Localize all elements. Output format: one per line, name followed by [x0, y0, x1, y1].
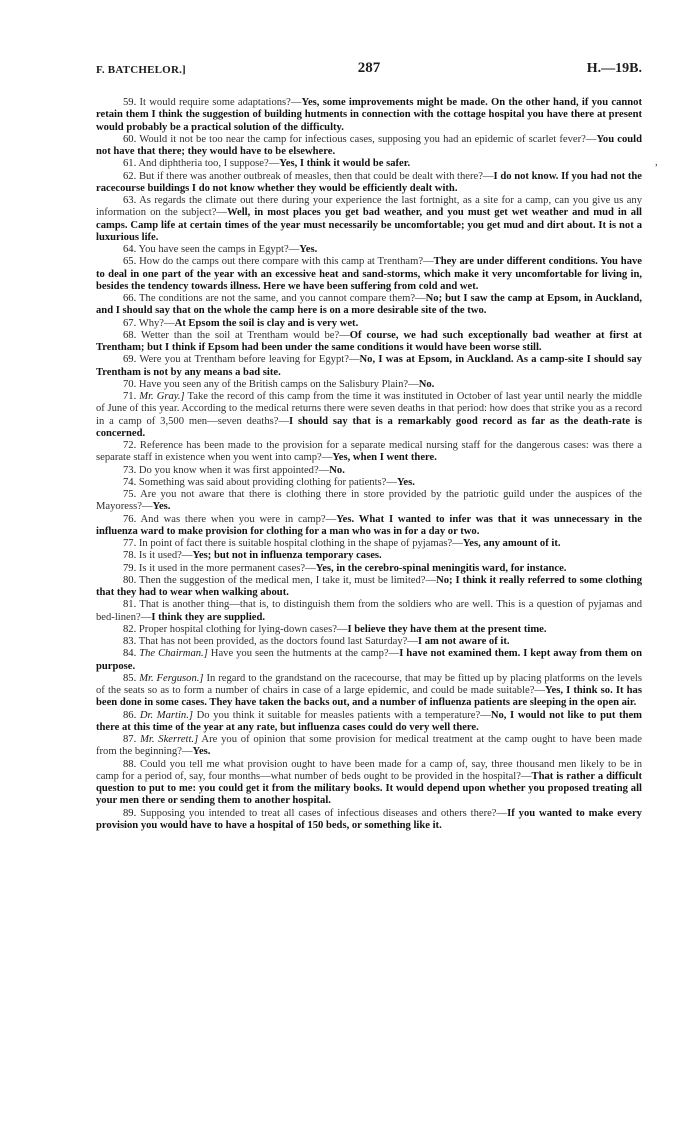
answer-text: No. — [418, 378, 435, 390]
question-number: 65. — [123, 256, 137, 268]
question-number: 59. — [123, 97, 137, 108]
question-text: Then the suggestion of the medical men, I take it, must be limited?— — [139, 574, 437, 586]
question-text: Are you not aware that there is clothing there in store provided by the patriotic guild under the auspices of the Mayoress?— — [96, 489, 642, 513]
evidence-text — [96, 97, 642, 832]
question-text: Have you seen the hutments at the camp?— — [210, 648, 400, 660]
question-number: 78. — [123, 550, 137, 562]
question-text: That has not been provided, as the doctors found last Saturday?— — [138, 636, 418, 647]
question-number: 63. — [123, 195, 137, 206]
answer-text: I have not examined them. I kept away from them on purpose. — [96, 648, 642, 672]
answer-text: If you wanted to make every provision you would have to have a hospital of 150 beds, or something like it. — [96, 807, 642, 831]
answer-text: Yes. — [396, 476, 415, 488]
page-number: 287 — [357, 60, 381, 76]
question-text: Have you seen any of the British camps on the Salisbury Plain?— — [138, 378, 419, 390]
question-paragraph — [96, 256, 642, 293]
question-number: 68. — [123, 329, 137, 341]
question-number: 74. — [123, 476, 137, 488]
question-text: And was there when you were in camp?— — [140, 513, 337, 525]
question-text: Do you know when it was first appointed?— — [138, 464, 330, 476]
question-paragraph — [96, 244, 642, 256]
question-number: 83. — [123, 636, 137, 647]
question-number: 62. — [123, 170, 137, 182]
question-number: 75. — [123, 489, 137, 500]
question-number: 71. — [123, 391, 137, 402]
answer-text: Yes, any amount of it. — [462, 538, 561, 549]
question-number: 70. — [123, 378, 137, 390]
answer-text: I believe they have them at the present time. — [347, 623, 547, 635]
question-paragraph — [96, 318, 642, 330]
answer-text: Well, in most places you get bad weather, and you must get wet weather and mud in all camps. Camp life at certain times of the year must necessarily be uncomfortable; you get mud and dirt about. It is not a luxurious life. — [96, 207, 642, 243]
question-text: It would require some adaptations?— — [139, 97, 302, 108]
question-paragraph — [96, 440, 642, 465]
question-text: In point of fact there is suitable hospital clothing in the shape of pyjamas?— — [138, 538, 463, 549]
speaker-name: Mr. Skerrett.] — [140, 734, 199, 745]
question-text: Do you think it suitable for measles patients with a temperature?— — [196, 709, 491, 721]
question-paragraph — [96, 575, 642, 600]
question-number: 89. — [123, 807, 137, 819]
question-text: In regard to the grandstand on the racecourse, that may be fitted up by placing platforms on the levels of the seats so as to form a number of chairs in case of a large epidemic, and could be made suitable?— — [96, 672, 642, 696]
header-witness-name: F. BATCHELOR.] — [96, 64, 186, 76]
question-paragraph — [96, 648, 642, 673]
answer-text: No; I think it really referred to some clothing that they had to wear when walking about. — [96, 574, 642, 598]
question-number: 76. — [123, 513, 137, 525]
question-paragraph — [96, 195, 642, 244]
question-paragraph — [96, 636, 642, 648]
question-text: Proper hospital clothing for lying-down cases?— — [138, 623, 348, 635]
question-paragraph — [96, 759, 642, 808]
speaker-name: Mr. Ferguson.] — [139, 672, 204, 684]
question-number: 86. — [123, 709, 137, 721]
answer-text: No. — [329, 464, 345, 476]
answer-text: Yes, I think it would be safer. — [279, 158, 411, 170]
question-number: 88. — [123, 758, 137, 770]
question-paragraph — [96, 599, 642, 624]
question-paragraph — [96, 563, 642, 575]
question-number: 64. — [123, 244, 137, 255]
question-text: That is another thing—that is, to distinguish them from the soldiers who are well. This is a question of pyjamas and bed-linen?— — [96, 599, 642, 623]
question-text: Could you tell me what provision ought to have been made for a camp of, say, three thousand men likely to be in camp for a period of, say, four months—what number of beds ought to be provided in the hospital?— — [96, 758, 642, 782]
speaker-name: The Chairman.] — [139, 648, 208, 660]
question-paragraph — [96, 514, 642, 539]
question-paragraph — [96, 808, 642, 833]
question-number: 67. — [123, 317, 137, 329]
question-number: 73. — [123, 464, 137, 476]
question-paragraph — [96, 734, 642, 759]
question-number: 77. — [123, 538, 137, 549]
question-paragraph — [96, 710, 642, 735]
question-paragraph — [96, 538, 642, 550]
question-paragraph — [96, 624, 642, 636]
speaker-name: Dr. Martin.] — [139, 709, 193, 721]
question-text: Is it used in the more permanent cases?— — [138, 562, 316, 574]
question-paragraph — [96, 465, 642, 477]
question-paragraph — [96, 489, 642, 514]
margin-mark: , — [655, 156, 658, 168]
question-text: Take the record of this camp from the time it was instituted in October of last year until nearly the middle of June of this year. According to the medical returns there were seven deaths in that period: how does that strike you as a record in a camp of 3,500 men—seven deaths?— — [96, 391, 642, 427]
answer-text: No, I was at Epsom, in Auckland. As a camp-site I should say Trentham is not by any means a bad site. — [96, 354, 642, 378]
question-text: Why?— — [138, 317, 175, 329]
question-paragraph — [96, 293, 642, 318]
question-text: And diphtheria too, I suppose?— — [138, 158, 280, 170]
question-text: Were you at Trentham before leaving for Egypt?— — [139, 354, 360, 366]
question-number: 60. — [123, 133, 137, 145]
question-paragraph — [96, 330, 642, 355]
question-paragraph — [96, 171, 642, 196]
question-text: The conditions are not the same, and you cannot compare them?— — [139, 293, 426, 304]
question-number: 87. — [123, 734, 137, 745]
question-text: Reference has been made to the provision for a separate medical nursing staff for the dangerous cases: was there a separate staff in existence when you went into camp?— — [96, 440, 642, 464]
answer-text: No, I would not like to put them there at this time of the year at any rate, but influenza cases could do very well there. — [96, 709, 642, 733]
answer-text: I should say that is a remarkably good record as far as the death-rate is concerned. — [96, 415, 643, 439]
answer-text: You could not have that there; they would have to be elsewhere. — [96, 133, 642, 157]
question-number: 79. — [123, 562, 137, 574]
answer-text: Yes, some improvements might be made. On the other hand, if you cannot retain them I think the suggestion of building hutments in connection with the cottage hospital you have there at present would probably be a practical solution of the difficulty. — [96, 97, 642, 133]
speaker-name: Mr. Gray.] — [139, 391, 185, 402]
question-paragraph — [96, 391, 642, 440]
question-text: Is it used?— — [138, 550, 193, 562]
question-paragraph — [96, 134, 642, 159]
question-text: Wetter than the soil at Trentham would be?— — [140, 329, 350, 341]
answer-text: Yes. — [192, 746, 211, 758]
answer-text: I am not aware of it. — [417, 636, 510, 647]
question-text: Would it not be too near the camp for infectious cases, supposing you had an epidemic of scarlet fever?— — [139, 133, 597, 145]
question-number: 72. — [123, 440, 137, 451]
answer-text: Yes; but not in influenza temporary cases. — [192, 550, 382, 562]
question-paragraph — [96, 550, 642, 562]
question-text: As regards the climate out there during your experience the last fortnight, as a site for a camp, can you give us any information on the subject?— — [96, 195, 642, 219]
question-paragraph — [96, 379, 642, 391]
answer-text: They are under different conditions. You have to deal in one part of the year with an excessive heat and sand-storms, which make it very uncomfortable for living in, besides the tendency towards illness. Here we have been suffering from cold and wet. — [96, 256, 642, 292]
answer-text: Of course, we had such exceptionally bad weather at first at Trentham; but I think if Epsom had been under the same conditions it would have been worse still. — [96, 329, 642, 353]
answer-text: Yes. — [299, 244, 318, 255]
question-number: 82. — [123, 623, 137, 635]
question-text: Supposing you intended to treat all cases of infectious diseases and others there?— — [140, 807, 508, 819]
question-number: 69. — [123, 354, 137, 366]
question-number: 61. — [123, 158, 137, 170]
question-text: Something was said about providing clothing for patients?— — [138, 476, 397, 488]
question-text: How do the camps out there compare with this camp at Trentham?— — [139, 256, 434, 268]
answer-text: I think they are supplied. — [151, 611, 266, 623]
question-text: Are you of opinion that some provision for medical treatment at the camp ought to have been made from the beginning?— — [96, 734, 642, 758]
question-number: 80. — [123, 574, 137, 586]
paper-reference: H.—19B. — [586, 61, 642, 76]
answer-text: Yes, when I went there. — [332, 452, 437, 464]
answer-text: Yes, in the cerebro-spinal meningitis ward, for instance. — [315, 562, 567, 574]
question-paragraph — [96, 158, 642, 170]
question-number: 84. — [123, 648, 137, 660]
answer-text: At Epsom the soil is clay and is very wet. — [174, 317, 359, 329]
question-paragraph — [96, 477, 642, 489]
answer-text: Yes. — [152, 501, 171, 513]
question-text: But if there was another outbreak of measles, then that could be dealt with there?— — [138, 170, 494, 182]
question-number: 85. — [123, 672, 137, 684]
question-paragraph — [96, 97, 642, 134]
answer-text: Yes. What I wanted to infer was that it was unnecessary in the influenza ward to make provision for clothing for a man who was in for a day or two. — [96, 513, 642, 537]
answer-text: No; but I saw the camp at Epsom, in Auckland, and I should say that on the whole the camp here is on a more desirable site of the two. — [96, 293, 642, 317]
question-text: You have seen the camps in Egypt?— — [138, 244, 300, 255]
question-number: 81. — [123, 599, 137, 611]
question-paragraph — [96, 673, 642, 710]
answer-text: I do not know. If you had not the racecourse buildings I do not know whether they would be efficiently dealt with. — [96, 170, 642, 194]
question-paragraph — [96, 354, 642, 379]
answer-text: That is rather a difficult question to put to me: you could get it from the military books. It would depend upon whether you proposed treating all your men there or sending them to another hospital. — [96, 770, 642, 807]
question-number: 66. — [123, 293, 137, 304]
page-header — [96, 60, 642, 80]
answer-text: Yes, I think so. It has been done in some cases. They have taken the backs out, and a number of influenza patients are sleeping in the open air. — [96, 685, 642, 709]
